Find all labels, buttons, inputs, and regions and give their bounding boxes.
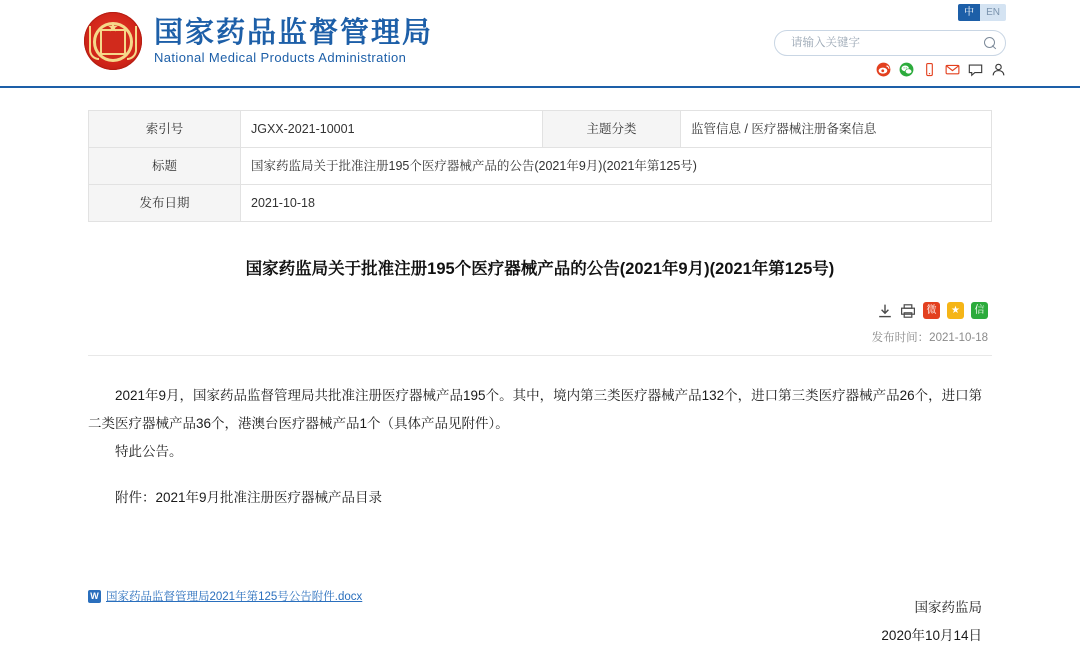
document-meta-table bbox=[88, 110, 992, 222]
brand-name-cn: 国家药品监督管理局 bbox=[154, 15, 434, 49]
lang-option-cn[interactable]: 中 bbox=[958, 4, 980, 21]
attachment-link[interactable]: 国家药品监督管理局2021年第125号公告附件.docx bbox=[106, 591, 363, 603]
share-wechat-icon[interactable]: 信 bbox=[971, 302, 988, 319]
social-icon-bar[interactable] bbox=[876, 62, 1006, 77]
article-body bbox=[88, 382, 992, 512]
attachment-link-row[interactable] bbox=[88, 588, 362, 604]
site-logo[interactable] bbox=[84, 12, 433, 70]
emblem-star-icon: ★ bbox=[107, 19, 119, 35]
signature-org: 国家药监局 bbox=[914, 600, 982, 615]
divider bbox=[88, 355, 992, 356]
word-doc-icon bbox=[88, 590, 101, 603]
wechat-icon[interactable] bbox=[899, 62, 914, 77]
search-icon[interactable] bbox=[983, 36, 997, 50]
article-paragraph-3: 附件：2021年9月批准注册医疗器械产品目录 bbox=[115, 490, 383, 505]
share-weibo-icon[interactable]: 微 bbox=[923, 302, 940, 319]
signature-date: 2020年10月14日 bbox=[881, 628, 982, 643]
print-icon[interactable] bbox=[900, 303, 916, 319]
meta-value-category: 监管信息 / 医疗器械注册备案信息 bbox=[681, 111, 992, 148]
share-favorite-icon[interactable]: ★ bbox=[947, 302, 964, 319]
meta-label-category: 主题分类 bbox=[543, 111, 681, 148]
national-emblem-icon bbox=[84, 12, 142, 70]
publish-time: 发布时间：2021-10-18 bbox=[871, 332, 988, 344]
article-paragraph-1: 2021年9月，国家药品监督管理局共批准注册医疗器械产品195个。其中，境内第三类医疗器械产品132个，进口第三类医疗器械产品26个，进口第二类医疗器械产品36个，港澳台医疗器械产品1个（具体产品见附件）。 bbox=[88, 388, 983, 431]
meta-value-title: 国家药监局关于批准注册195个医疗器械产品的公告(2021年9月)(2021年第125号) bbox=[241, 148, 992, 185]
weibo-icon[interactable] bbox=[876, 62, 891, 77]
meta-label-publish-date: 发布日期 bbox=[89, 185, 241, 222]
article-toolbar[interactable] bbox=[88, 302, 992, 319]
lang-option-en[interactable]: EN bbox=[980, 4, 1006, 21]
page-title: 国家药监局关于批准注册195个医疗器械产品的公告(2021年9月)(2021年第125号) bbox=[245, 260, 835, 278]
article-paragraph-2: 特此公告。 bbox=[115, 444, 183, 459]
download-icon[interactable] bbox=[877, 303, 893, 319]
meta-label-title: 标题 bbox=[89, 148, 241, 185]
language-switcher[interactable] bbox=[958, 4, 1006, 21]
message-icon[interactable] bbox=[968, 62, 983, 77]
meta-value-publish-date: 2021-10-18 bbox=[241, 185, 992, 222]
table-row bbox=[89, 148, 992, 185]
page-body bbox=[0, 88, 1080, 650]
mail-icon[interactable] bbox=[945, 62, 960, 77]
search-box[interactable] bbox=[774, 30, 1006, 56]
table-row bbox=[89, 111, 992, 148]
brand-name-en: National Medical Products Administration bbox=[154, 50, 407, 65]
user-icon[interactable] bbox=[991, 62, 1006, 77]
brand-text bbox=[154, 15, 433, 67]
site-header bbox=[0, 0, 1080, 88]
meta-label-index: 索引号 bbox=[89, 111, 241, 148]
meta-value-index: JGXX-2021-10001 bbox=[241, 111, 543, 148]
search-input[interactable] bbox=[789, 36, 983, 50]
mobile-icon[interactable] bbox=[922, 62, 937, 77]
table-row bbox=[89, 185, 992, 222]
